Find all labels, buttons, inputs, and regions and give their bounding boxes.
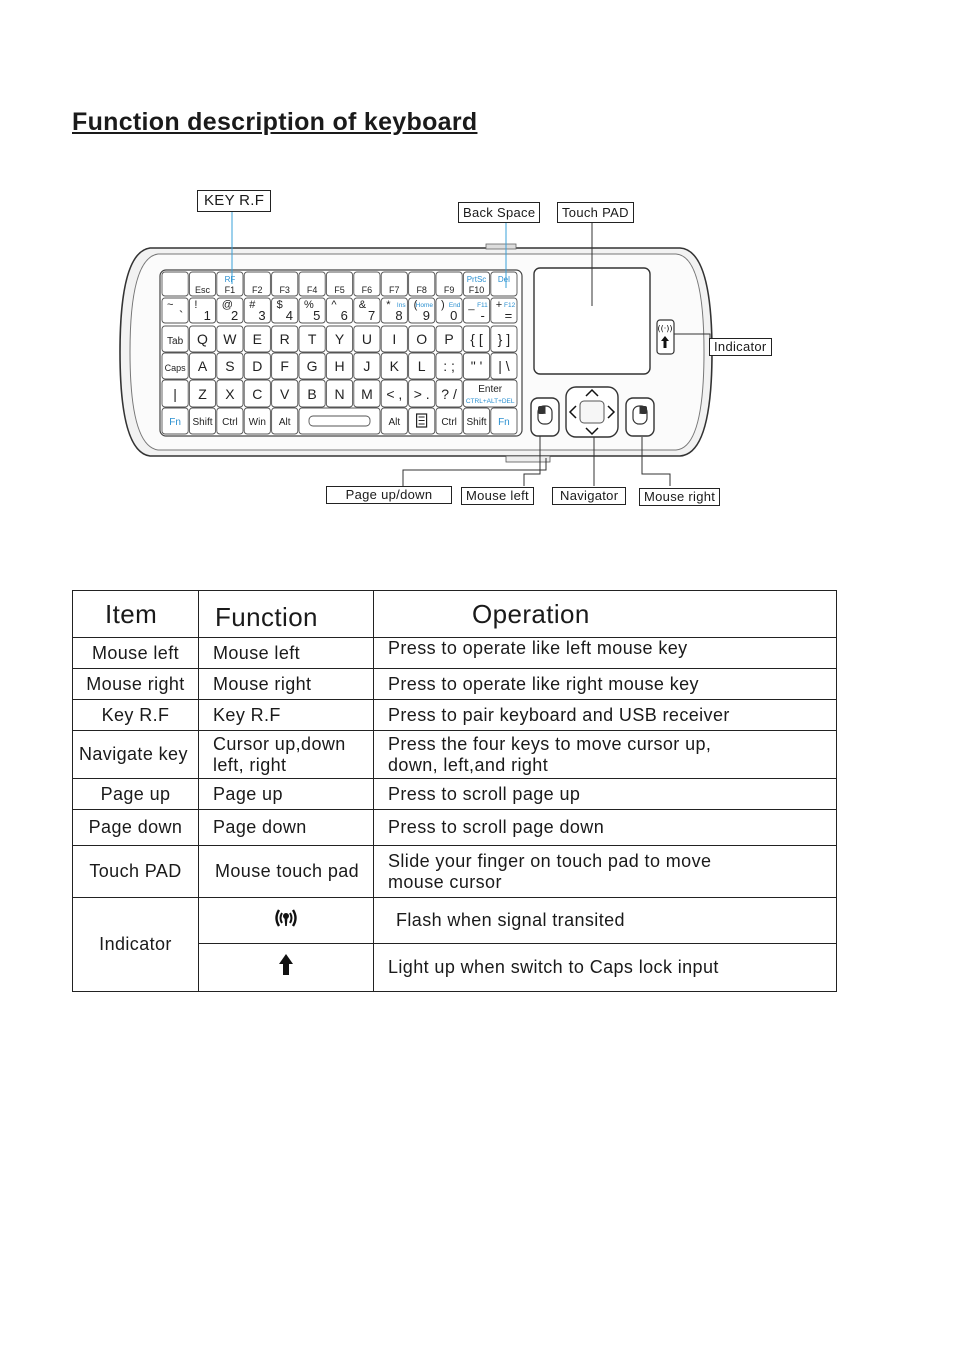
key-label: S [225,358,235,374]
key-label: Fn [498,417,510,428]
table-row [73,638,837,669]
table-row [73,700,837,731]
cell-item: Indicator [73,898,199,992]
number-key [162,298,188,323]
key-shift-label: % [304,299,314,311]
table-row [73,846,837,898]
key-bottom-label: F10 [468,285,485,295]
cell-item: Key R.F [73,700,199,731]
key-main-label: 0 [450,308,458,323]
key-main-label: 6 [340,308,348,323]
key-label: T [307,331,317,347]
key-label: | \ [498,358,510,374]
key-main-label: 2 [230,308,239,323]
cell-function: Mouse left [199,638,374,669]
key-fn-label: Ins [396,302,406,309]
key-label: Fn [169,417,181,428]
callout-mouse-left: Mouse left [461,487,534,505]
number-key [354,298,380,323]
cell-indicator-signal [199,898,374,944]
callout-navigator: Navigator [552,487,626,505]
key-label: K [389,358,399,374]
callout-mouse-right: Mouse right [639,488,720,506]
key-shift-label: _ [468,299,475,311]
key-label: Z [198,386,207,402]
table-row [73,810,837,846]
key-label: } ] [497,331,511,347]
cell-item: Mouse right [73,669,199,700]
key-label: Y [334,331,345,347]
key-fn-label: F11 [477,302,488,309]
space-key [299,408,380,434]
key-shift-label: ! [194,299,198,311]
key-shift-label: + [495,299,503,311]
key-label: Q [197,331,208,347]
key-bottom-label: F1 [224,285,236,295]
key-shift-label: ~ [167,299,174,311]
key-label: < , [386,386,403,402]
callout-key-rf: KEY R.F [197,190,271,212]
cell-item: Touch PAD [73,846,199,898]
operation-line-1: Press the four keys to move cursor up, [388,733,712,754]
table-row [73,779,837,810]
key-main-label: 4 [285,308,293,323]
key-bottom-label: F3 [279,285,290,295]
page-title: Function description of keyboard [72,108,478,136]
key-bottom-label: F9 [443,285,455,295]
operation-line-2: mouse cursor [388,871,502,892]
key-label: Shift [192,417,213,428]
key-bottom-label: F7 [389,285,400,295]
table-row [73,731,837,779]
key-label: { [ [470,331,483,347]
key-label: M [361,386,373,402]
mouse-left-button [531,398,559,436]
key-bottom-label: Esc [194,285,211,295]
key-shift-label: & [358,299,367,311]
keyboard-diagram [0,0,954,540]
cell-function: Mouse touch pad [199,846,374,898]
cell-operation: Press to scroll page down [374,810,837,846]
table-row [73,669,837,700]
cell-item: Page down [73,810,199,846]
key-shift-label: # [249,299,256,311]
cell-function: Page up [199,779,374,810]
key-shift-label: ) [441,299,445,311]
key-label: Shift [466,417,487,428]
key-bottom-label: F2 [252,285,263,295]
key-label: V [280,386,290,402]
svg-text:((·)): ((·)) [657,324,673,333]
table-row [73,898,837,944]
cell-operation: Press to operate like left mouse key [374,638,837,669]
key-label: Tab [167,336,184,347]
callout-page-updown: Page up/down [326,486,452,504]
key-shift-label: * [386,299,391,311]
number-key [189,298,215,323]
key-label: F [280,358,289,374]
key-label: > . [413,386,430,402]
function-table [72,590,837,992]
key-main-label: 8 [395,308,403,323]
callout-back-space: Back Space [458,202,540,223]
cell-operation: Press to operate like right mouse key [374,669,837,700]
key-shift-label: @ [221,299,233,311]
key-label: A [197,358,208,374]
key-label: Alt [388,417,401,428]
cell-operation: Light up when switch to Caps lock input [374,944,837,992]
cell-indicator-caps [199,944,374,992]
number-key [244,298,270,323]
key-label: X [225,386,235,402]
caps-arrow-icon [278,953,294,977]
key-label: G [306,358,318,374]
key-main-label: 9 [422,308,430,323]
key-bottom-label: F5 [334,285,345,295]
header-item: Item [73,591,199,638]
operation-line-2: down, left,and right [388,754,549,775]
key-label: C [252,386,263,402]
key-label: E [252,331,262,347]
cell-function: Key R.F [199,700,374,731]
cell-operation: Press to scroll page up [374,779,837,810]
key-bottom-label: F6 [361,285,373,295]
key-label: O [416,331,428,347]
key-label: Ctrl [222,417,238,428]
cell-function [199,731,374,779]
key-shift-label: $ [276,299,283,311]
cell-operation [374,846,837,898]
key-label: N [334,386,345,402]
key-main-label: = [504,308,513,323]
key-label: Caps [164,363,186,373]
table-header-row [73,591,837,638]
cell-item: Navigate key [73,731,199,779]
key-fn-label: CTRL+ALT+DEL [465,398,515,405]
cell-function: Page down [199,810,374,846]
cell-item: Page up [73,779,199,810]
header-operation: Operation [374,591,837,638]
key-bottom-label: F8 [416,285,427,295]
callout-indicator: Indicator [709,338,772,356]
key-label: P [444,331,454,347]
function-line-1: Cursor up,down [213,733,346,754]
key-shift-label: ^ [331,299,337,311]
mouse-right-button [626,398,654,436]
key-top-label: RF [224,275,236,284]
fn-key [162,272,188,296]
key-label: Enter [478,384,503,395]
number-key [326,298,352,323]
key-fn-label: F12 [503,302,516,309]
cell-operation [374,731,837,779]
number-key [272,298,298,323]
key-label: W [223,331,237,347]
key-label: U [361,331,372,347]
key-label: D [252,358,263,374]
key-label: : ; [443,358,455,374]
key-main-label: - [480,308,485,323]
key-label: ? / [441,386,457,402]
cell-function: Mouse right [199,669,374,700]
header-function: Function [199,591,374,638]
key-label: " ' [470,358,483,374]
key-main-label: 5 [313,308,321,323]
cell-item: Mouse left [73,638,199,669]
key-label: B [307,386,317,402]
key-main-label: ` [179,308,184,323]
key-bottom-label: F4 [306,285,318,295]
key-label: | [173,386,177,402]
key-label: Ctrl [441,417,457,428]
function-line-2: left, right [213,754,287,775]
operation-line-1: Slide your finger on touch pad to move [388,850,712,871]
key-fn-label: Home [415,302,433,309]
callout-touch-pad: Touch PAD [557,202,634,223]
key-label: Win [248,417,266,428]
cell-operation: Flash when signal transited [374,898,837,944]
key-main-label: 7 [367,308,376,323]
key-top-label: PrtSc [466,275,487,284]
key-label: I [392,331,397,347]
key-top-label: Del [497,275,510,284]
key-shift-label: ( [413,299,418,311]
key-main-label: 3 [258,308,266,323]
cell-operation: Press to pair keyboard and USB receiver [374,700,837,731]
key-fn-label: End [448,302,461,309]
key-label: Alt [278,417,291,428]
key-main-label: 1 [203,308,211,323]
key-label: H [334,358,345,374]
key-label: L [417,358,426,374]
key-label: R [279,331,290,347]
key-label: J [363,358,371,374]
signal-icon [272,907,300,929]
page-updown-slot [506,456,550,462]
